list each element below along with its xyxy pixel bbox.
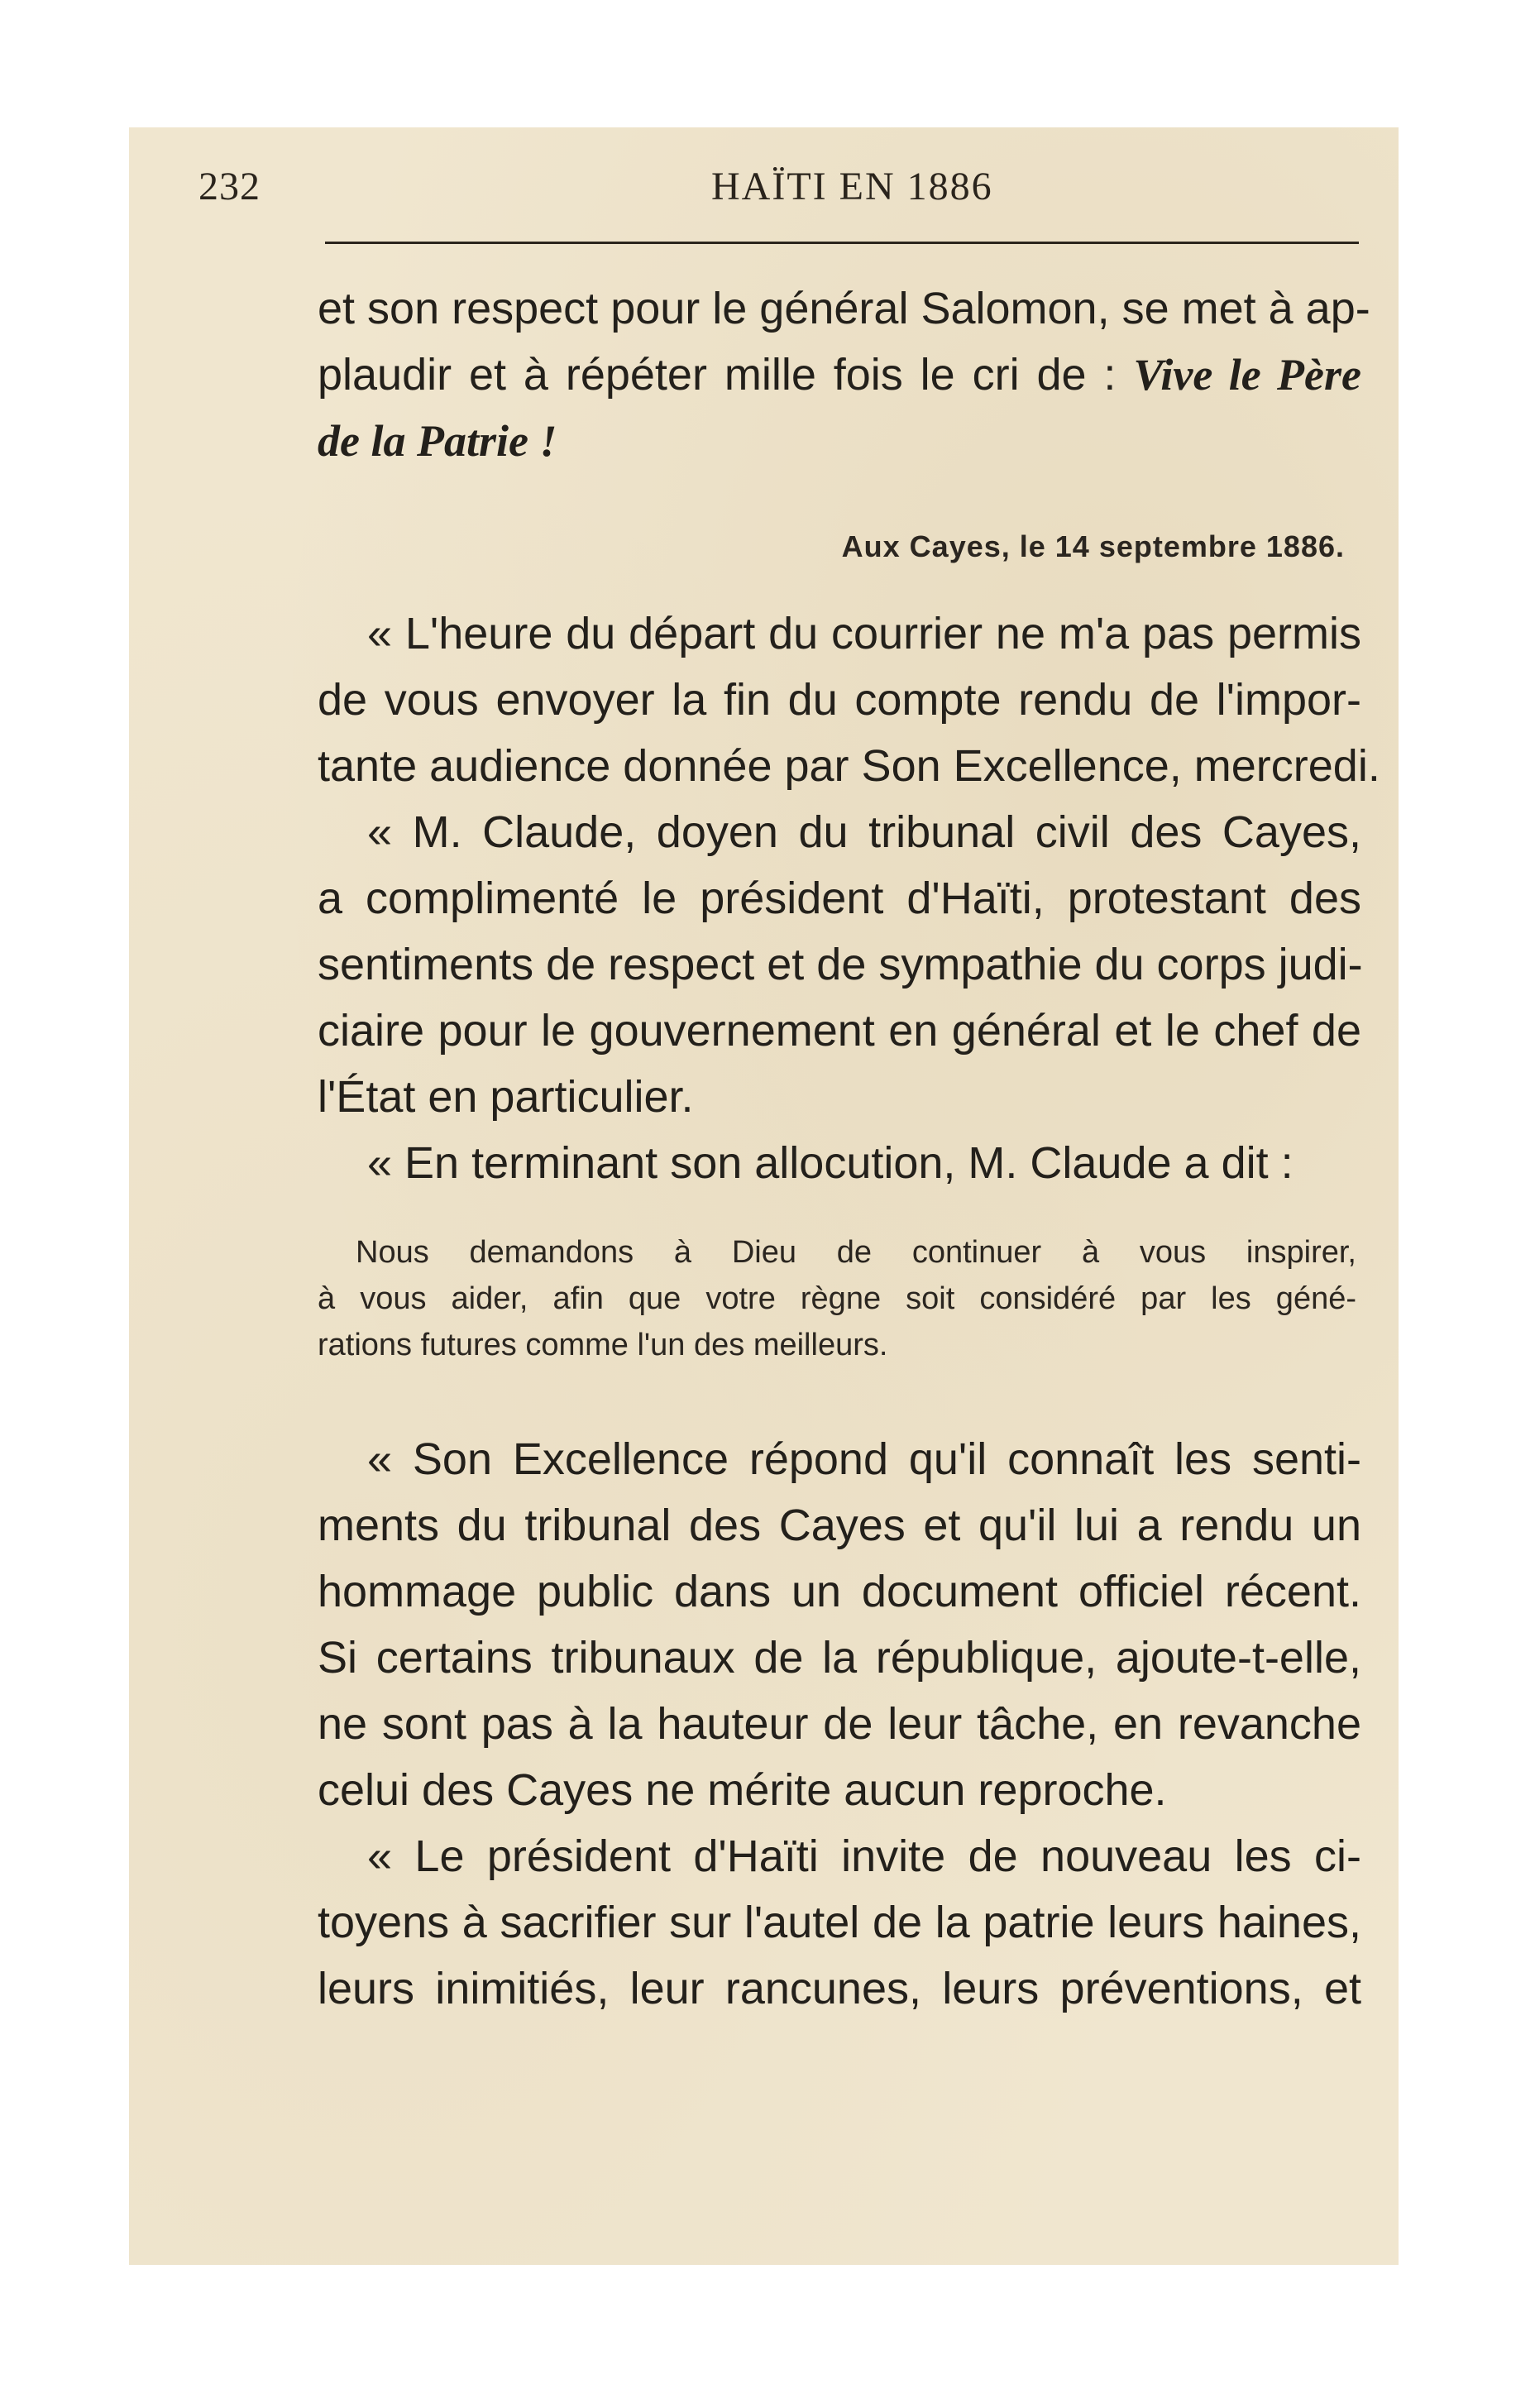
quote-line: à vous aider, afin que votre règne soit considéré par les géné- (318, 1281, 1356, 1316)
text-line: leurs inimitiés, leur rancunes, leurs préventions, et (318, 1964, 1361, 2013)
text-line: « Son Excellence répond qu'il connaît les senti- (367, 1434, 1361, 1484)
text-line: hommage public dans un document officiel récent. (318, 1567, 1361, 1616)
quote-line: rations futures comme l'un des meilleurs. (318, 1328, 888, 1362)
page-header (198, 164, 1358, 222)
text-line: toyens à sacrifier sur l'autel de la patrie leurs haines, (318, 1898, 1361, 1947)
text-line: celui des Cayes ne mérite aucun reproche. (318, 1765, 1167, 1815)
text-line: et son respect pour le général Salomon, se met à ap- (318, 284, 1370, 333)
text-fragment: plaudir et à répéter mille fois le cri de : (318, 350, 1134, 400)
text-line: tante audience donnée par Son Excellence, mercredi. (318, 741, 1380, 791)
page-number: 232 (198, 165, 261, 208)
text-line: ciaire pour le gouvernement en général et le chef de (318, 1006, 1361, 1056)
text-line (318, 408, 1361, 474)
paragraph-opening (318, 275, 1370, 474)
text-line: a complimenté le président d'Haïti, protestant des (318, 874, 1361, 923)
italic-exclamation: Vive le Père (1133, 350, 1361, 400)
text-line: sentiments de respect et de sympathie du corps judi- (318, 940, 1363, 989)
text-line: ne sont pas à la hauteur de leur tâche, en revanche (318, 1699, 1361, 1749)
paragraph-response (318, 1426, 1361, 2022)
text-line: Si certains tribunaux de la république, ajoute-t-elle, (318, 1633, 1361, 1683)
text-line: ments du tribunal des Cayes et qu'il lui a rendu un (318, 1501, 1361, 1550)
text-line: « Le président d'Haïti invite de nouveau les ci- (367, 1831, 1361, 1881)
text-line (318, 342, 1361, 408)
running-title: HAÏTI EN 1886 (711, 165, 993, 208)
quote-line: Nous demandons à Dieu de continuer à vous inspirer, (356, 1235, 1356, 1270)
paragraph-report (318, 601, 1380, 1196)
italic-exclamation-end: de la Patrie ! (318, 416, 557, 466)
header-rule (325, 242, 1359, 244)
text-line: l'État en particulier. (318, 1072, 694, 1122)
dateline: Aux Cayes, le 14 septembre 1886. (841, 529, 1345, 563)
text-line: « L'heure du départ du courrier ne m'a pas permis (367, 609, 1361, 658)
block-quote (318, 1229, 1356, 1368)
text-line: « M. Claude, doyen du tribunal civil des Cayes, (367, 807, 1361, 857)
text-line: « En terminant son allocution, M. Claude a dit : (367, 1138, 1294, 1188)
text-line: de vous envoyer la fin du compte rendu de l'impor- (318, 675, 1361, 725)
